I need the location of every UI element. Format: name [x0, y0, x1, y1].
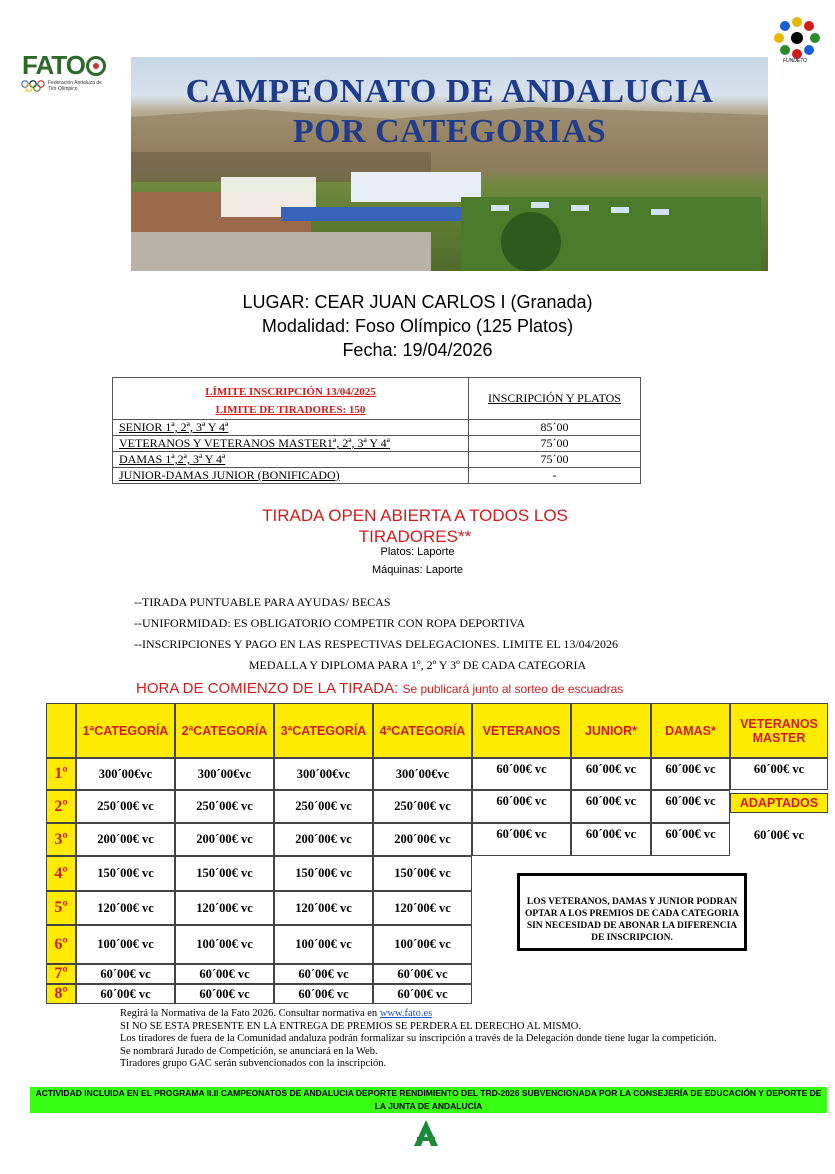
platos-text: Platos: Laporte [380, 546, 455, 558]
prize-cell: 150´00€ vc [76, 856, 175, 891]
footer-line-2: SI NO SE ESTA PRESENTE EN LA ENTREGA DE PREMIOS SE PERDERA EL DERECHO AL MISMO. [120, 1020, 581, 1032]
position-cell: 7º [46, 964, 76, 984]
prize-cell: 150´00€ vc [175, 856, 274, 891]
prize-cell: 120´00€ vc [373, 891, 472, 925]
prize-cell: 150´00€ vc [373, 856, 472, 891]
fato-logo-text: FATO [22, 50, 85, 80]
junta-andalucia-logo-icon [408, 1118, 444, 1148]
footer-line-1: Regirá la Normativa de la Fato 2026. Consultar normativa en [120, 1008, 378, 1019]
prize-cell: 60´00€ vc [76, 964, 175, 984]
special-prize-cell: 60´00€ vc [472, 790, 571, 823]
title-line-2: POR CATEGORIAS [292, 113, 607, 150]
note-1: --TIRADA PUNTUABLE PARA AYUDAS/ BECAS [134, 595, 391, 609]
price-cell: 85´00 [469, 420, 641, 436]
special-prize-cell: 60´00€ vc [651, 823, 730, 856]
prize-cell: 60´00€ vc [175, 984, 274, 1004]
prize-cell: 300´00€vc [373, 758, 472, 790]
note-2: --UNIFORMIDAD: ES OBLIGATORIO COMPETIR CON ROPA DEPORTIVA [134, 616, 526, 630]
column-header: 1ªCATEGORÍA [76, 703, 175, 758]
prize-cell: 250´00€ vc [373, 790, 472, 823]
prize-cell: 250´00€ vc [76, 790, 175, 823]
table-row [113, 468, 641, 484]
price-cell: - [469, 468, 641, 484]
position-cell: 5º [46, 891, 76, 925]
special-prize-cell: 60´00€ vc [651, 790, 730, 823]
special-prize-cell: 60´00€ vc [651, 758, 730, 790]
special-prize-cell: 60´00€ vc [730, 758, 828, 790]
modalidad-text: Modalidad: Foso Olímpico (125 Platos) [261, 316, 574, 336]
prize-cell: 120´00€ vc [274, 891, 373, 925]
olympic-rings-icon [20, 80, 48, 92]
prize-cell: 200´00€ vc [175, 823, 274, 856]
column-header: VETERANOS [472, 703, 571, 758]
limite-tiradores: LIMITE DE TIRADORES: 150 [215, 403, 366, 416]
prize-cell: 120´00€ vc [76, 891, 175, 925]
maquinas-text: Máquinas: Laporte [371, 564, 464, 576]
position-cell: 8º [46, 984, 76, 1004]
prize-cell: 120´00€ vc [175, 891, 274, 925]
title-line-1: CAMPEONATO DE ANDALUCIA [185, 73, 714, 110]
table-row [113, 452, 641, 468]
column-header: DAMAS* [651, 703, 730, 758]
prize-cell: 300´00€vc [76, 758, 175, 790]
activity-banner: ACTIVIDAD INCLUIDA EN EL PROGRAMA II.II CAMPEONATOS DE ANDALUCIA DEPORTE RENDIMIENTO DEL TRD-2026 SUBVENCIONADA POR LA CONSEJERÍA DE EDUCACIÓN Y DEPORTE DE LA JUNTA DE ANDALUCÍA [30, 1087, 827, 1113]
table-row [113, 420, 641, 436]
category-cell: SENIOR 1ª, 2ª, 3ª Y 4ª [113, 420, 469, 436]
column-header: 3ªCATEGORÍA [274, 703, 373, 758]
limite-inscripcion: LÍMITE INSCRIPCIÓN 13/04/2025 [205, 385, 376, 398]
fundeto-label: FUNDETO [783, 58, 808, 64]
price-cell: 75´00 [469, 452, 641, 468]
prize-cell: 60´00€ vc [274, 984, 373, 1004]
prize-cell: 300´00€vc [274, 758, 373, 790]
prize-cell: 100´00€ vc [274, 925, 373, 964]
prize-cell: 60´00€ vc [76, 984, 175, 1004]
position-cell: 4º [46, 856, 76, 891]
open-title: TIRADA OPEN ABIERTA A TODOS LOS TIRADORES** [262, 506, 568, 546]
prize-cell: 60´00€ vc [175, 964, 274, 984]
fecha-text: Fecha: 19/04/2026 [342, 340, 493, 360]
price-cell: 75´00 [469, 436, 641, 452]
position-cell: 6º [46, 925, 76, 964]
special-prize-cell: 60´00€ vc [571, 758, 651, 790]
prize-cell: 100´00€ vc [175, 925, 274, 964]
table-row [113, 436, 641, 452]
fato-subtitle: Federación Andaluza de Tiro Olímpico [48, 80, 102, 92]
prize-cell: 250´00€ vc [175, 790, 274, 823]
column-header: 4ªCATEGORÍA [373, 703, 472, 758]
note-3: --INSCRIPCIONES Y PAGO EN LAS RESPECTIVAS DELEGACIONES. LIMITE EL 13/04/2026 [134, 637, 619, 651]
registration-table [112, 377, 641, 484]
hora-label: HORA DE COMIENZO DE LA TIRADA: [136, 680, 399, 697]
position-cell: 1º [46, 758, 76, 790]
prize-cell: 250´00€ vc [274, 790, 373, 823]
target-icon [86, 56, 106, 76]
footer-line-4: Tiradores grupo GAC serán subvencionados con la inscripción. [120, 1058, 387, 1069]
special-prize-cell: 60´00€ vc [571, 823, 651, 856]
notice-box: LOS VETERANOS, DAMAS Y JUNIOR PODRAN OPTAR A LOS PREMIOS DE CADA CATEGORIA SIN NECESIDAD DE ABONAR LA DIFERENCIA DE INSCRIPCION. [517, 873, 747, 951]
prize-cell: 60´00€ vc [274, 964, 373, 984]
column-header: 2ªCATEGORÍA [175, 703, 274, 758]
medalla-text: MEDALLA Y DIPLOMA PARA 1º, 2º Y 3º DE CADA CATEGORIA [248, 658, 587, 672]
footer-text [120, 1008, 720, 1071]
position-cell: 2º [46, 790, 76, 823]
banner-photo [131, 57, 768, 271]
prize-cell: 150´00€ vc [274, 856, 373, 891]
category-cell: JUNIOR-DAMAS JUNIOR (BONIFICADO) [113, 468, 469, 484]
footer-line-3: Los tiradores de fuera de la Comunidad andaluza podrán formalizar su inscripción a través de la Delegación donde tiene lugar la competición. Se nombrará Jurado de Competición, se anunciará en la Web. [120, 1033, 717, 1057]
fato-link[interactable]: www.fato.es [379, 1008, 433, 1019]
hora-line [136, 680, 623, 697]
hora-value: Se publicará junto al sorteo de escuadras [402, 682, 624, 696]
price-header: INSCRIPCIÓN Y PLATOS [469, 378, 641, 420]
column-header: JUNIOR* [571, 703, 651, 758]
special-prize-cell: 60´00€ vc [472, 758, 571, 790]
special-prize-cell: 60´00€ vc [571, 790, 651, 823]
prize-cell: 200´00€ vc [76, 823, 175, 856]
category-cell: VETERANOS Y VETERANOS MASTER1ª, 2ª, 3ª Y 4ª [113, 436, 469, 452]
adaptados-value: 60´00€ vc [753, 828, 805, 842]
prize-cell: 200´00€ vc [373, 823, 472, 856]
prize-cell: 100´00€ vc [76, 925, 175, 964]
prize-cell: 300´00€vc [175, 758, 274, 790]
prize-cell: 60´00€ vc [373, 964, 472, 984]
registration-limits-cell [113, 378, 469, 420]
header-corner [46, 703, 76, 758]
special-prize-cell: 60´00€ vc [472, 823, 571, 856]
category-cell: DAMAS 1ª,2ª, 3ª Y 4ª [113, 452, 469, 468]
prize-cell: 100´00€ vc [373, 925, 472, 964]
adaptados-label: ADAPTADOS [730, 793, 828, 813]
lugar-text: LUGAR: CEAR JUAN CARLOS I (Granada) [242, 292, 593, 312]
prize-cell: 60´00€ vc [373, 984, 472, 1004]
position-cell: 3º [46, 823, 76, 856]
column-header: VETERANOS MASTER [730, 703, 828, 758]
prize-cell: 200´00€ vc [274, 823, 373, 856]
